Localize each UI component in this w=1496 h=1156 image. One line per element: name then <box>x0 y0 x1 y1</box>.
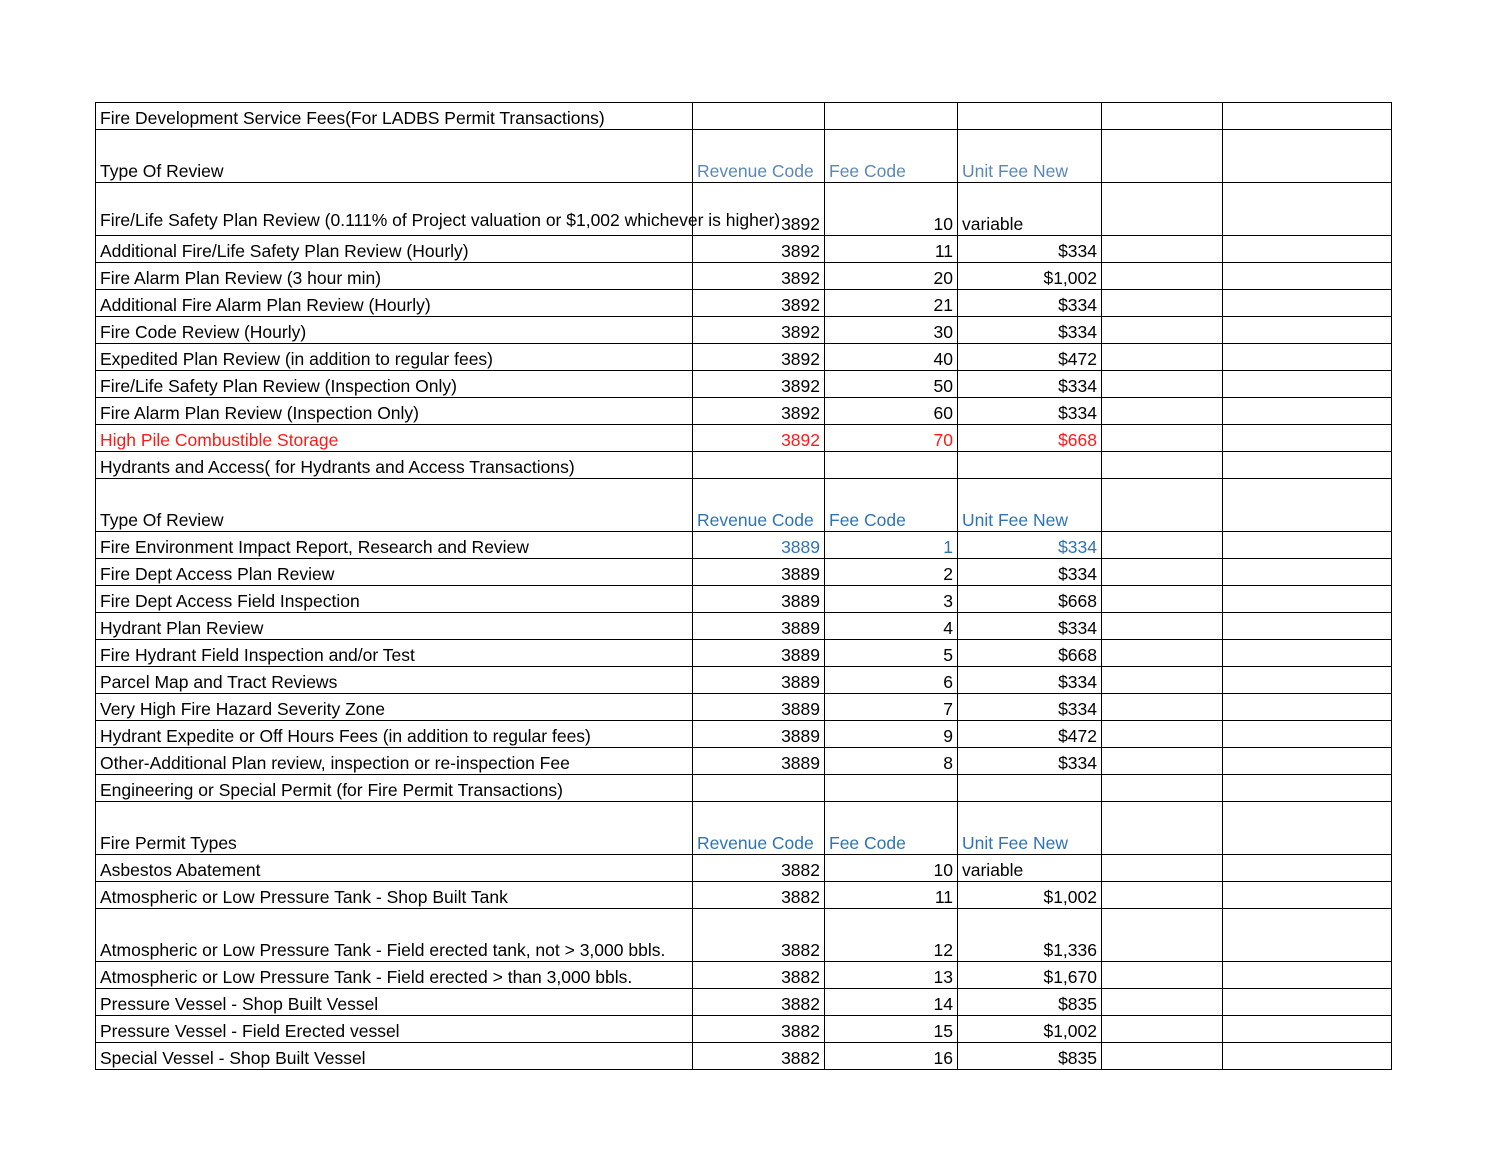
revenue-code: 3892 <box>693 344 825 371</box>
unit-fee: $472 <box>958 721 1102 748</box>
unit-fee: $668 <box>958 586 1102 613</box>
table-row <box>96 371 1392 398</box>
table-row <box>96 909 1392 962</box>
table-row <box>96 236 1392 263</box>
revenue-code: 3889 <box>693 667 825 694</box>
unit-fee: $334 <box>958 559 1102 586</box>
fee-code: 20 <box>825 263 958 290</box>
row-description: Fire Environment Impact Report, Research and Review <box>96 532 693 559</box>
section-title-row <box>96 103 1392 130</box>
table-row <box>96 263 1392 290</box>
fee-code-header: Fee Code <box>825 130 958 183</box>
type-header: Type Of Review <box>96 479 693 532</box>
unit-fee: $1,002 <box>958 1016 1102 1043</box>
unit-fee: $835 <box>958 1043 1102 1070</box>
unit-fee: $1,336 <box>958 909 1102 962</box>
revenue-code: 3889 <box>693 559 825 586</box>
column-header-row <box>96 479 1392 532</box>
row-description: Special Vessel - Shop Built Vessel <box>96 1043 693 1070</box>
table-row <box>96 667 1392 694</box>
fee-code: 13 <box>825 962 958 989</box>
fee-code: 40 <box>825 344 958 371</box>
unit-fee: $334 <box>958 371 1102 398</box>
row-description: Atmospheric or Low Pressure Tank - Field erected tank, not > 3,000 bbls. <box>96 909 693 962</box>
table-row <box>96 1043 1392 1070</box>
table-row <box>96 748 1392 775</box>
table-row <box>96 559 1392 586</box>
row-description: Hydrant Expedite or Off Hours Fees (in addition to regular fees) <box>96 721 693 748</box>
table-row <box>96 398 1392 425</box>
highlighted-row <box>96 425 1392 452</box>
table-row <box>96 183 1392 236</box>
row-description: Asbestos Abatement <box>96 855 693 882</box>
revenue-code-header: Revenue Code <box>693 130 825 183</box>
fee-code: 3 <box>825 586 958 613</box>
table-row <box>96 640 1392 667</box>
fee-code: 2 <box>825 559 958 586</box>
table-row <box>96 290 1392 317</box>
table-row <box>96 532 1392 559</box>
revenue-code: 3889 <box>693 748 825 775</box>
revenue-code-header: Revenue Code <box>693 479 825 532</box>
fee-code: 21 <box>825 290 958 317</box>
revenue-code-header: Revenue Code <box>693 802 825 855</box>
revenue-code: 3892 <box>693 290 825 317</box>
type-header: Fire Permit Types <box>96 802 693 855</box>
unit-fee: $835 <box>958 989 1102 1016</box>
unit-fee: variable <box>958 855 1102 882</box>
revenue-code: 3892 <box>693 317 825 344</box>
revenue-code: 3889 <box>693 721 825 748</box>
fee-code: 8 <box>825 748 958 775</box>
unit-fee: $334 <box>958 667 1102 694</box>
revenue-code: 3889 <box>693 694 825 721</box>
column-header-row <box>96 130 1392 183</box>
fee-code: 15 <box>825 1016 958 1043</box>
revenue-code: 3889 <box>693 640 825 667</box>
row-description: Additional Fire Alarm Plan Review (Hourly) <box>96 290 693 317</box>
table-row <box>96 694 1392 721</box>
table-row <box>96 344 1392 371</box>
unit-fee-header: Unit Fee New <box>958 130 1102 183</box>
table-row <box>96 586 1392 613</box>
fee-code: 7 <box>825 694 958 721</box>
row-description: Additional Fire/Life Safety Plan Review (Hourly) <box>96 236 693 263</box>
fee-schedule-table <box>95 102 1392 1070</box>
fee-code: 11 <box>825 882 958 909</box>
fee-code: 9 <box>825 721 958 748</box>
unit-fee: $334 <box>958 694 1102 721</box>
table-row <box>96 721 1392 748</box>
unit-fee: $1,002 <box>958 882 1102 909</box>
fee-code: 50 <box>825 371 958 398</box>
revenue-code: 3892 <box>693 183 825 236</box>
revenue-code: 3889 <box>693 613 825 640</box>
row-description: Parcel Map and Tract Reviews <box>96 667 693 694</box>
fee-code: 11 <box>825 236 958 263</box>
unit-fee: $668 <box>958 640 1102 667</box>
row-description: Fire Alarm Plan Review (3 hour min) <box>96 263 693 290</box>
row-description: Fire/Life Safety Plan Review (0.111% of Project valuation or $1,002 whichever is higher) <box>96 183 693 236</box>
revenue-code: 3882 <box>693 882 825 909</box>
section-title: Hydrants and Access( for Hydrants and Access Transactions) <box>96 452 693 479</box>
revenue-code: 3882 <box>693 1016 825 1043</box>
table-row <box>96 962 1392 989</box>
unit-fee: $668 <box>958 425 1102 452</box>
revenue-code: 3892 <box>693 236 825 263</box>
row-description: Pressure Vessel - Shop Built Vessel <box>96 989 693 1016</box>
table-row <box>96 855 1392 882</box>
fee-code: 12 <box>825 909 958 962</box>
unit-fee: $334 <box>958 236 1102 263</box>
revenue-code: 3882 <box>693 855 825 882</box>
column-header-row <box>96 802 1392 855</box>
revenue-code: 3889 <box>693 586 825 613</box>
row-description: Expedited Plan Review (in addition to regular fees) <box>96 344 693 371</box>
unit-fee-header: Unit Fee New <box>958 479 1102 532</box>
unit-fee: $334 <box>958 613 1102 640</box>
fee-code: 14 <box>825 989 958 1016</box>
revenue-code: 3892 <box>693 398 825 425</box>
row-description: Fire Alarm Plan Review (Inspection Only) <box>96 398 693 425</box>
row-description: Fire Code Review (Hourly) <box>96 317 693 344</box>
row-description: Very High Fire Hazard Severity Zone <box>96 694 693 721</box>
row-description: Fire Dept Access Plan Review <box>96 559 693 586</box>
revenue-code: 3882 <box>693 989 825 1016</box>
unit-fee-header: Unit Fee New <box>958 802 1102 855</box>
row-description: Atmospheric or Low Pressure Tank - Shop Built Tank <box>96 882 693 909</box>
unit-fee: $472 <box>958 344 1102 371</box>
unit-fee: $334 <box>958 748 1102 775</box>
section-title: Fire Development Service Fees(For LADBS Permit Transactions) <box>96 103 693 130</box>
fee-code: 1 <box>825 532 958 559</box>
revenue-code: 3882 <box>693 962 825 989</box>
row-description: Fire Dept Access Field Inspection <box>96 586 693 613</box>
type-header: Type Of Review <box>96 130 693 183</box>
table-row <box>96 317 1392 344</box>
unit-fee: $1,670 <box>958 962 1102 989</box>
revenue-code: 3889 <box>693 532 825 559</box>
fee-code-header: Fee Code <box>825 802 958 855</box>
unit-fee: $334 <box>958 532 1102 559</box>
fee-code: 5 <box>825 640 958 667</box>
unit-fee: $334 <box>958 317 1102 344</box>
unit-fee: variable <box>958 183 1102 236</box>
revenue-code: 3882 <box>693 1043 825 1070</box>
table-row <box>96 882 1392 909</box>
fee-code: 4 <box>825 613 958 640</box>
unit-fee: $334 <box>958 290 1102 317</box>
section-title-row <box>96 775 1392 802</box>
fee-code: 10 <box>825 855 958 882</box>
revenue-code: 3882 <box>693 909 825 962</box>
row-description: Pressure Vessel - Field Erected vessel <box>96 1016 693 1043</box>
section-title-row <box>96 452 1392 479</box>
table-row <box>96 1016 1392 1043</box>
row-description: Other-Additional Plan review, inspection or re-inspection Fee <box>96 748 693 775</box>
section-title: Engineering or Special Permit (for Fire Permit Transactions) <box>96 775 693 802</box>
table-row <box>96 613 1392 640</box>
fee-code: 10 <box>825 183 958 236</box>
fee-code: 6 <box>825 667 958 694</box>
table-row <box>96 989 1392 1016</box>
unit-fee: $334 <box>958 398 1102 425</box>
fee-code-header: Fee Code <box>825 479 958 532</box>
revenue-code: 3892 <box>693 263 825 290</box>
row-description: Atmospheric or Low Pressure Tank - Field erected > than 3,000 bbls. <box>96 962 693 989</box>
fee-code: 70 <box>825 425 958 452</box>
row-description: Hydrant Plan Review <box>96 613 693 640</box>
row-description: Fire/Life Safety Plan Review (Inspection Only) <box>96 371 693 398</box>
revenue-code: 3892 <box>693 425 825 452</box>
row-description: High Pile Combustible Storage <box>96 425 693 452</box>
revenue-code: 3892 <box>693 371 825 398</box>
unit-fee: $1,002 <box>958 263 1102 290</box>
fee-code: 16 <box>825 1043 958 1070</box>
row-description: Fire Hydrant Field Inspection and/or Test <box>96 640 693 667</box>
fee-code: 30 <box>825 317 958 344</box>
fee-code: 60 <box>825 398 958 425</box>
